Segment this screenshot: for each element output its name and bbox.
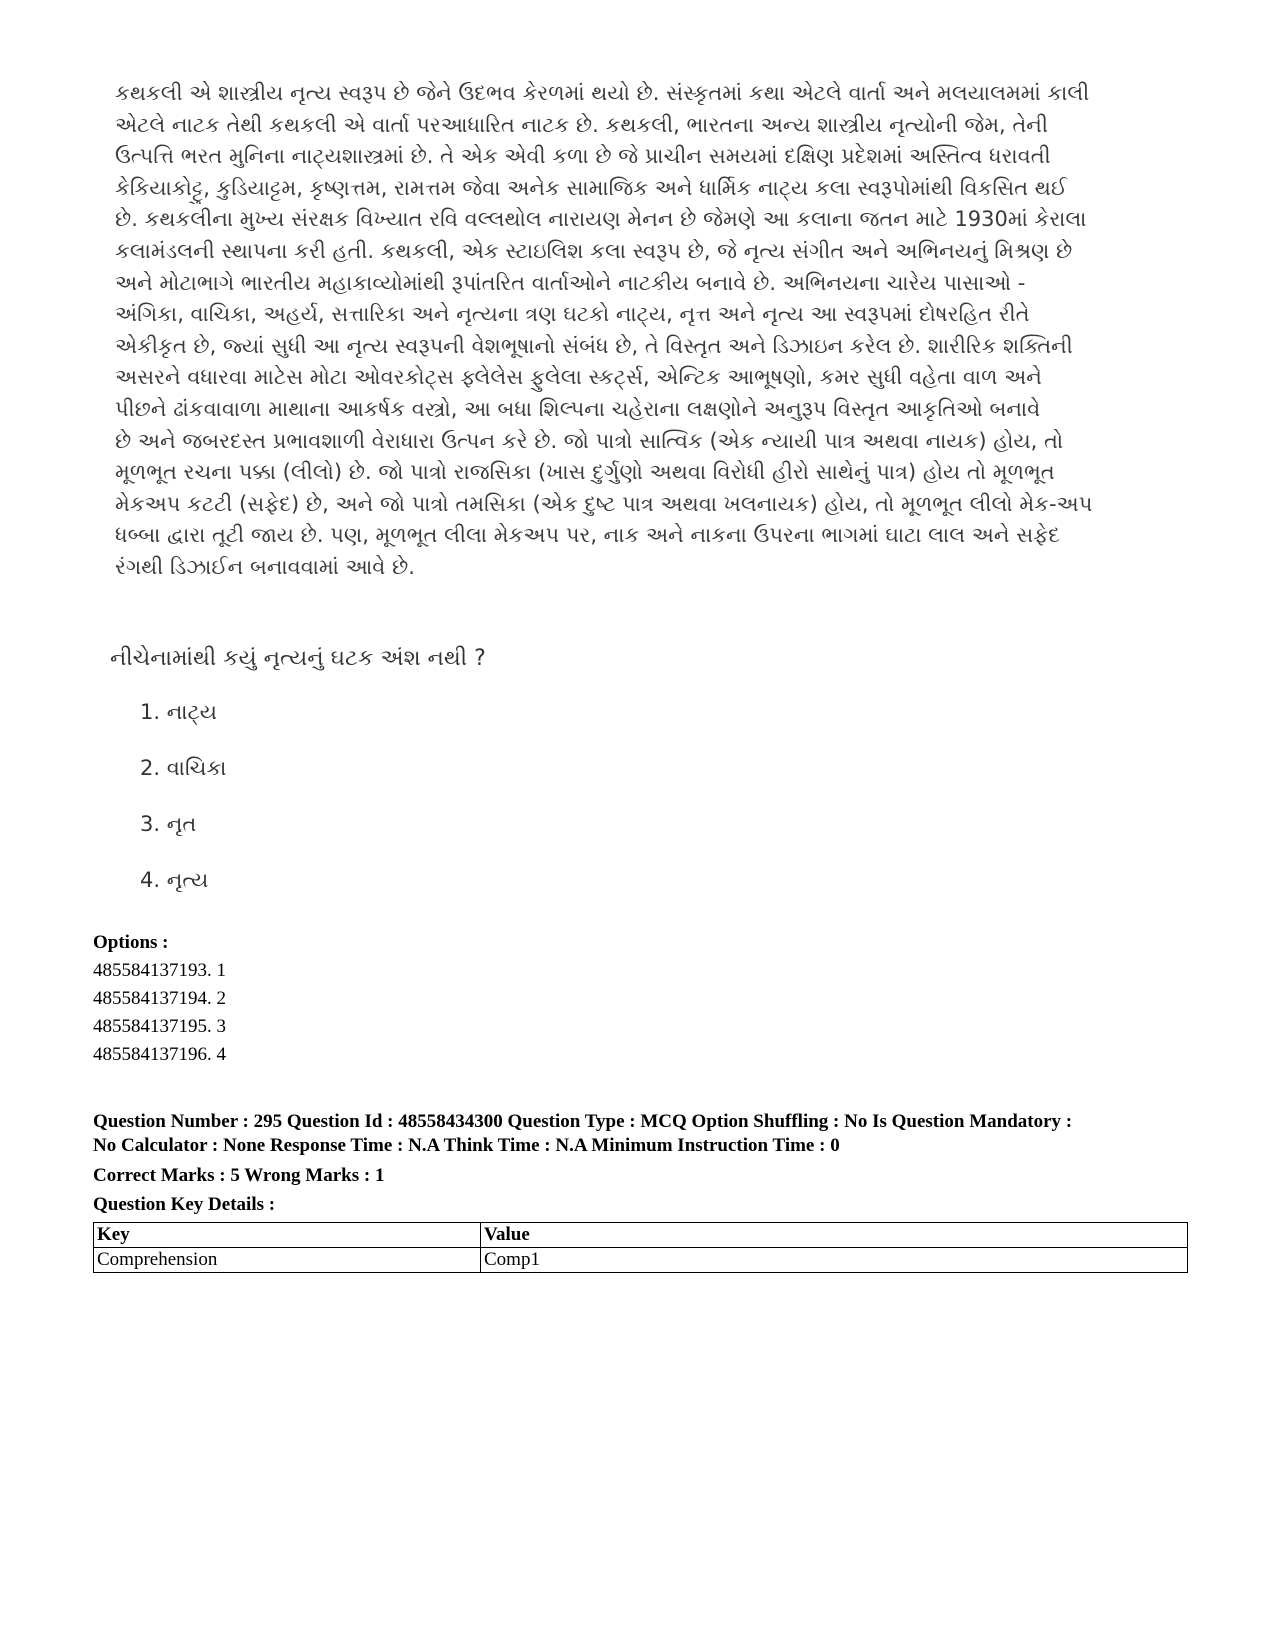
passage-line: છે અને જબરદસ્ત પ્રભાવશાળી વેરાધારા ઉત્પન કરે છે. જો પાત્રો સાત્વિક (એક ન્યાયી પાત્ર અથવા નાયક) હોય, તો [115,428,1064,453]
table-row [94,1248,1188,1273]
choice-4: 4. નૃત્ય [140,868,209,892]
passage-line: કેકિયાકોટ્ટુ, કુડિયાટ્ટમ, કૃષ્ણત્તમ, રામત્તમ જેવા અનેક સામાજિક અને ધાર્મિક નાટ્ય કલા સ્વરૂપોમાંથી વિકસિત થઈ [115,175,1068,200]
marks-line: Correct Marks : 5 Wrong Marks : 1 [93,1165,385,1186]
meta-line-2: No Calculator : None Response Time : N.A Think Time : N.A Minimum Instruction Time : 0 [93,1135,840,1156]
options-title: Options : [93,932,169,953]
cell-key: Comprehension [94,1248,481,1273]
comprehension-passage [115,78,1175,584]
passage-line: પીછને ઢાંકવાવાળા માથાના આકર્ષક વસ્ત્રો, આ બધા શિલ્પના ચહેરાના લક્ષણોને અનુરૂપ વિસ્તૃત આકૃતિઓ બનાવે [115,396,1041,421]
option-item: 485584137193. 1 [93,960,226,981]
passage-line: રંગથી ડિઝાઈન બનાવવામાં આવે છે. [115,554,415,579]
passage-line: એકીકૃત છે, જ્યાં સુધી આ નૃત્ય સ્વરૂપની વેશભૂષાનો સંબંધ છે, તે વિસ્તૃત અને ડિઝાઇન કરેલ છે. શારીરિક શક્તિની [115,333,1073,358]
option-item: 485584137196. 4 [93,1044,226,1065]
table-header-row [94,1223,1188,1248]
choice-3: 3. નૃત [140,812,197,836]
question-meta [93,1110,1072,1158]
meta-line-1: Question Number : 295 Question Id : 48558434300 Question Type : MCQ Option Shuffling : No Is Question Mandatory : [93,1111,1073,1132]
passage-line: મૂળભૂત રચના પક્કા (લીલો) છે. જો પાત્રો રાજસિકા (ખાસ દુર્ગુણો અથવા વિરોધી હીરો સાથેનું પાત્ર) હોય તો મૂળભૂત [115,460,1055,485]
passage-line: અસરને વધારવા માટેસ મોટા ઓવરકોટ્સ ફ્લેલેસ ફુલેલા સ્કર્ટ્સ, એન્ટિક આભૂષણો, કમર સુધી વહેતા વાળ અને [115,365,1042,390]
passage-line: કલામંડલની સ્થાપના કરી હતી. કથકલી, એક સ્ટાઇલિશ કલા સ્વરૂપ છે, જે નૃત્ય સંગીત અને અભિનયનું મિશ્રણ છે [115,238,1073,263]
header-value: Value [481,1223,1188,1248]
option-item: 485584137194. 2 [93,988,226,1009]
passage-line: ઉત્પત્તિ ભરત મુનિના નાટ્યશાસ્ત્રમાં છે. તે એક એવી કળા છે જે પ્રાચીન સમયમાં દક્ષિણ પ્રદેશમાં અસ્તિત્વ ધરાવતી [115,144,1051,169]
header-key: Key [94,1223,481,1248]
option-item: 485584137195. 3 [93,1016,226,1037]
passage-line: એટલે નાટક તેથી કથકલી એ વાર્તા પરઆધારિત નાટક છે. કથકલી, ભારતના અન્ય શાસ્ત્રીય નૃત્યોની જેમ, તેની [115,112,1048,137]
passage-line: અંગિકા, વાચિકા, અહર્ય, સત્તારિકા અને નૃત્યના ત્રણ ઘટકો નાટ્ય, નૃત્ત અને નૃત્ય આ સ્વરૂપમાં દોષરહિત રીતે [115,302,1030,327]
passage-line: અને મોટાભાગે ભારતીય મહાકાવ્યોમાંથી રૂપાંતરિત વાર્તાઓને નાટકીય બનાવે છે. અભિનયના ચારેય પાસાઓ - [115,270,1026,295]
passage-line: ધબ્બા દ્વારા તૂટી જાય છે. પણ, મૂળભૂત લીલા મેકઅપ પર, નાક અને નાકના ઉપરના ભાગમાં ઘાટા લાલ અને સફેદ [115,523,1060,548]
passage-line: કથકલી એ શાસ્ત્રીય નૃત્ય સ્વરૂપ છે જેને ઉદભવ કેરળમાં થયો છે. સંસ્કૃતમાં કથા એટલે વાર્તા અને મલયાલમમાં કાલી [115,81,1090,105]
question-text: નીચેનામાંથી કયું નૃત્યનું ઘટક અંશ નથી ? [110,646,486,671]
cell-value: Comp1 [481,1248,1188,1273]
key-details-title: Question Key Details : [93,1194,276,1215]
passage-line: છે. કથકલીના મુખ્ય સંરક્ષક વિખ્યાત રવિ વલ્લથોલ નારાયણ મેનન છે જેમણે આ કલાના જતન માટે 1930માં કેરાલા [115,207,1087,232]
key-details-table [93,1222,1188,1273]
choice-1: 1. નાટ્ય [140,700,217,724]
passage-line: મેકઅપ કટટી (સફેદ) છે, અને જો પાત્રો તમસિકા (એક દુષ્ટ પાત્ર અથવા ખલનાયક) હોય, તો મૂળભૂત લીલો મેક-અપ [115,491,1093,516]
choice-2: 2. વાચિકા [140,756,227,780]
